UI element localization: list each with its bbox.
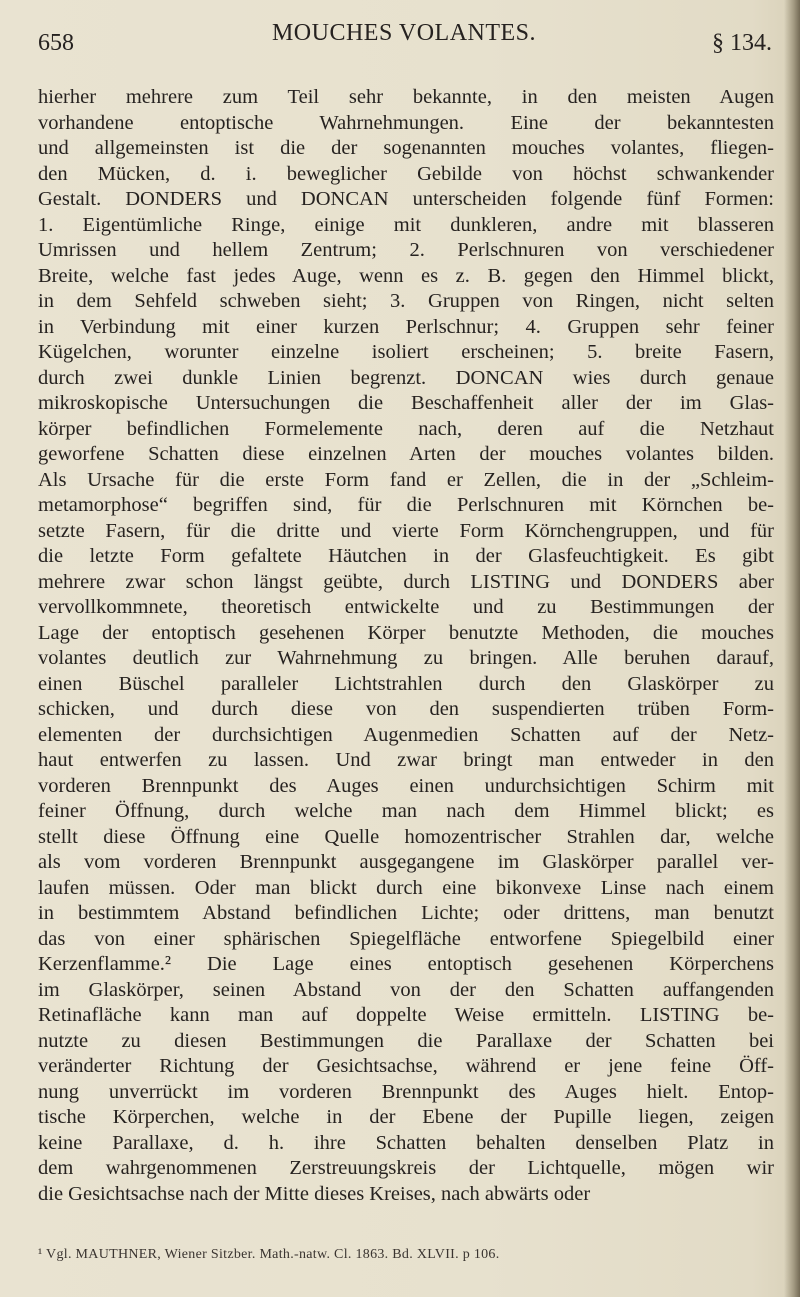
text-line: in dem Sehfeld schweben sieht; 3. Gruppen von Ringen, nicht selten: [38, 290, 774, 312]
text-line: geworfene Schatten diese einzelnen Arten der mouches volantes bilden.: [38, 443, 774, 465]
text-line: keine Parallaxe, d. h. ihre Schatten behalten denselben Platz in: [38, 1131, 774, 1154]
page-number: 658: [38, 30, 74, 56]
text-line: dem wahrgenommenen Zerstreuungskreis der Lichtquelle, mögen wir: [38, 1157, 774, 1179]
text-line: als vom vorderen Brennpunkt ausgegangene im Glaskörper parallel ver-: [38, 851, 774, 873]
text-line: durch zwei dunkle Linien begrenzt. DONCAN wies durch genaue: [38, 366, 774, 389]
text-line: Breite, welche fast jedes Auge, wenn es z. B. gegen den Himmel blickt,: [38, 264, 774, 287]
text-line: Kügelchen, worunter einzelne isoliert erscheinen; 5. breite Fasern,: [38, 341, 774, 363]
text-line: vervollkommnete, theoretisch entwickelte und zu Bestimmungen der: [38, 596, 774, 618]
text-line: mehrere zwar schon längst geübte, durch LISTING und DONDERS aber: [38, 570, 774, 593]
section-number: § 134.: [712, 30, 772, 56]
text-line: Lage der entoptisch gesehenen Körper benutzte Methoden, die mouches: [38, 621, 774, 644]
text-line: setzte Fasern, für die dritte und vierte Form Körnchengruppen, und für: [38, 519, 774, 542]
text-line: nung unverrückt im vorderen Brennpunkt des Auges hielt. Entop-: [38, 1080, 774, 1103]
text-line: körper befindlichen Formelemente nach, deren auf die Netzhaut: [38, 417, 774, 440]
text-line: tische Körperchen, welche in der Ebene der Pupille liegen, zeigen: [38, 1106, 774, 1128]
text-line: metamorphose“ begriffen sind, für die Perlschnuren mit Körnchen be-: [38, 494, 774, 516]
text-line: das von einer sphärischen Spiegelfläche entworfene Spiegelbild einer: [38, 927, 774, 950]
text-line: 1. Eigentümliche Ringe, einige mit dunkleren, andre mit blasseren: [38, 213, 774, 236]
running-title: MOUCHES VOLANTES.: [271, 20, 537, 46]
text-line: Kerzenflamme.² Die Lage eines entoptisch gesehenen Körperchens: [38, 953, 774, 975]
text-line: Gestalt. DONDERS und DONCAN unterscheiden folgende fünf Formen:: [38, 188, 774, 210]
text-line: im Glaskörper, seinen Abstand von der den Schatten auffangenden: [38, 978, 774, 1001]
text-line: den Mücken, d. i. beweglicher Gebilde von höchst schwankender: [38, 162, 774, 185]
text-line: einen Büschel paralleler Lichtstrahlen durch den Glaskörper zu: [38, 672, 774, 695]
text-line: die Gesichtsachse nach der Mitte dieses Kreises, nach abwärts oder: [38, 1182, 591, 1205]
text-line: Retinafläche kann man auf doppelte Weise ermitteln. LISTING be-: [38, 1004, 774, 1026]
text-line: Umrissen und hellem Zentrum; 2. Perlschnuren von verschiedener: [38, 239, 774, 261]
text-line: vorderen Brennpunkt des Auges einen undurchsichtigen Schirm mit: [38, 774, 774, 797]
text-line: schicken, und durch diese von den suspendierten trüben Form-: [38, 698, 774, 720]
text-line: in bestimmtem Abstand befindlichen Lichte; oder drittens, man benutzt: [38, 902, 774, 924]
text-line: Als Ursache für die erste Form fand er Zellen, die in der „Schleim-: [38, 468, 774, 491]
text-line: laufen müssen. Oder man blickt durch eine bikonvexe Linse nach einem: [38, 876, 774, 899]
body-text: [38, 85, 774, 1207]
text-line: elementen der durchsichtigen Augenmedien Schatten auf der Netz-: [38, 723, 774, 746]
text-line: mikroskopische Untersuchungen die Beschaffenheit aller der im Glas-: [38, 392, 774, 414]
page-header: [36, 20, 772, 60]
text-line: veränderter Richtung der Gesichtsachse, während er jene feine Öff-: [38, 1055, 774, 1077]
text-line: haut entwerfen zu lassen. Und zwar bringt man entweder in den: [38, 749, 774, 771]
text-line: hierher mehrere zum Teil sehr bekannte, in den meisten Augen: [38, 86, 774, 108]
text-line: feiner Öffnung, durch welche man nach dem Himmel blickt; es: [38, 800, 774, 822]
text-line: in Verbindung mit einer kurzen Perlschnur; 4. Gruppen sehr feiner: [38, 315, 774, 338]
text-line: stellt diese Öffnung eine Quelle homozentrischer Strahlen dar, welche: [38, 825, 774, 848]
page-edge-shadow: [784, 0, 800, 1297]
text-line: volantes deutlich zur Wahrnehmung zu bringen. Alle beruhen darauf,: [38, 647, 774, 669]
text-line: nutzte zu diesen Bestimmungen die Parallaxe der Schatten bei: [38, 1029, 774, 1052]
text-line: und allgemeinsten ist die der sogenannten mouches volantes, fliegen-: [38, 137, 774, 159]
text-line: vorhandene entoptische Wahrnehmungen. Eine der bekanntesten: [38, 111, 774, 134]
text-line: die letzte Form gefaltete Häutchen in der Glasfeuchtigkeit. Es gibt: [38, 545, 774, 567]
footnote: ¹ Vgl. MAUTHNER, Wiener Sitzber. Math.-natw. Cl. 1863. Bd. XLVII. p 106.: [38, 1247, 500, 1262]
